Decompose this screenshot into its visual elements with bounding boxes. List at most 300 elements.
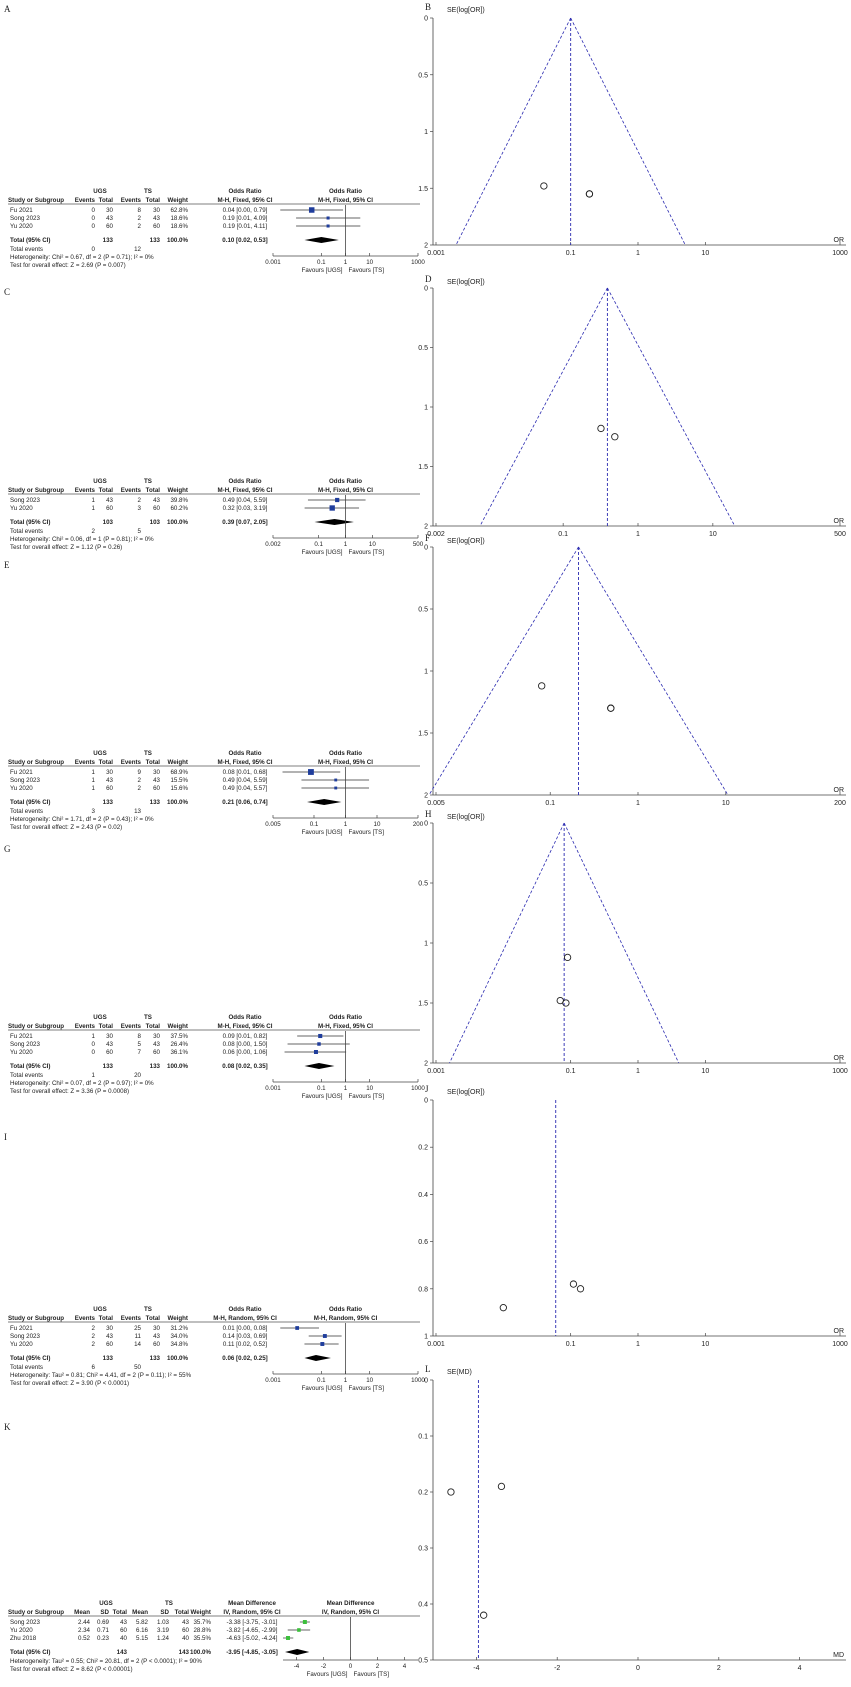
study-cell: 1.24 — [156, 1635, 169, 1642]
study-point — [480, 1612, 486, 1618]
x-tick-label: 10 — [708, 531, 717, 538]
favours-left: Favours [UGS] — [301, 829, 343, 836]
x-tick-label: 4 — [797, 1665, 802, 1672]
favours-left: Favours [UGS] — [301, 267, 343, 274]
study-cell: 37.5% — [170, 1033, 188, 1040]
y-tick-label: 1 — [424, 404, 428, 412]
study-ci: 0.49 [0.04, 5.59] — [222, 777, 268, 784]
study-cell: 30 — [153, 769, 160, 776]
x-tick-label: 1000 — [832, 1341, 848, 1348]
study-cell: 31.2% — [170, 1325, 188, 1332]
total-label: Total (95% CI) — [10, 1063, 51, 1070]
total-events-g2: 20 — [134, 1072, 141, 1079]
plot-measure-header: Odds Ratio — [328, 750, 363, 757]
x-tick-label: 0.001 — [265, 1085, 281, 1092]
study-ci: 0.32 [0.03, 3.19] — [222, 505, 268, 512]
column-header: SD — [100, 1609, 109, 1616]
study-cell: 30 — [106, 769, 113, 776]
heterogeneity-text: Heterogeneity: Chi² = 0.67, df = 2 (P = 0.71); I² = 0% — [10, 254, 154, 261]
study-point — [608, 705, 614, 711]
study-ci: -3.38 [-3.75, -3.01] — [226, 1619, 278, 1626]
y-tick-label: 1.5 — [418, 185, 428, 193]
study-cell: 60 — [153, 223, 160, 230]
panel-label: L — [425, 1364, 431, 1374]
study-cell: 15.6% — [170, 785, 188, 792]
total-cell: 100.0% — [167, 519, 188, 526]
total-diamond — [314, 519, 353, 525]
y-tick-label: 0.1 — [418, 1433, 428, 1441]
panel-label: G — [4, 844, 11, 854]
study-point — [598, 425, 604, 431]
study-cell: 40 — [182, 1635, 189, 1642]
group1-header: UGS — [93, 1306, 107, 1313]
x-tick-label: 0.1 — [317, 1377, 326, 1384]
total-cell: 133 — [102, 799, 113, 806]
study-cell: 0 — [91, 223, 95, 230]
study-cell: 1 — [91, 777, 95, 784]
measure-header: Odds Ratio — [228, 1014, 262, 1021]
column-header: Total — [98, 197, 113, 204]
study-cell: 25 — [134, 1325, 141, 1332]
study-cell: 60 — [106, 1049, 113, 1056]
favours-right: Favours [TS] — [348, 829, 384, 836]
column-header: Events — [120, 487, 141, 494]
x-tick-label: 0.1 — [558, 531, 569, 538]
study-cell: 14 — [134, 1341, 141, 1348]
total-cell: 133 — [149, 799, 160, 806]
column-header: Events — [120, 197, 141, 204]
total-events-label: Total events — [10, 808, 44, 815]
column-header: Total — [98, 1315, 113, 1322]
study-marker — [318, 1034, 322, 1038]
y-tick-label: 0 — [424, 820, 428, 828]
column-header: Total — [98, 1023, 113, 1030]
y-axis-title: SE(log[OR]) — [447, 279, 485, 286]
x-tick-label: 0.1 — [309, 821, 319, 828]
study-cell: 0 — [91, 207, 95, 214]
x-tick-label: 4 — [402, 1663, 407, 1670]
total-events-g1: 0 — [91, 246, 95, 253]
panel-label: J — [425, 1084, 429, 1094]
y-tick-label: 0 — [424, 1377, 428, 1385]
x-tick-label: 1000 — [832, 1068, 848, 1075]
favours-left: Favours [UGS] — [301, 549, 343, 556]
x-tick-label: 0.1 — [317, 259, 326, 266]
x-axis-title: MD — [833, 1652, 844, 1659]
column-header: Events — [74, 487, 95, 494]
column-header: Weight — [167, 487, 188, 494]
study-cell: 5 — [137, 1041, 141, 1048]
total-cell: 133 — [102, 1063, 113, 1070]
study-cell: 43 — [106, 777, 113, 784]
study-cell: 30 — [153, 207, 160, 214]
x-tick-label: 500 — [412, 541, 424, 548]
study-ci: 0.11 [0.02, 0.52] — [222, 1341, 268, 1348]
study-marker — [335, 498, 339, 502]
study-cell: 2 — [137, 497, 141, 504]
study-point — [539, 683, 545, 689]
measure-header: Odds Ratio — [228, 1306, 262, 1313]
study-cell: 39.8% — [170, 497, 188, 504]
study-ci: 0.14 [0.03, 0.69] — [222, 1333, 268, 1340]
x-tick-label: 0.002 — [427, 531, 445, 538]
study-cell: 35.5% — [193, 1635, 211, 1642]
group1-header: UGS — [93, 1014, 107, 1021]
study-point — [564, 954, 570, 960]
x-tick-label: 200 — [412, 821, 424, 828]
heterogeneity-text: Heterogeneity: Chi² = 1.71, df = 2 (P = 0.43); I² = 0% — [10, 816, 154, 823]
y-tick-label: 0.4 — [418, 1601, 428, 1609]
x-axis-title: OR — [833, 1328, 844, 1335]
study-point — [563, 1000, 569, 1006]
panel-label: H — [425, 809, 432, 819]
study-name: Song 2023 — [10, 215, 40, 222]
panel-label: B — [425, 2, 432, 12]
total-ci: 0.10 [0.02, 0.53] — [222, 237, 268, 244]
plot-method-header: M-H, Fixed, 95% CI — [317, 487, 374, 494]
study-marker — [295, 1326, 299, 1330]
column-header: Total — [112, 1609, 127, 1616]
group1-header: UGS — [93, 188, 107, 195]
study-name: Song 2023 — [10, 1041, 40, 1048]
x-tick-label: 10 — [368, 541, 376, 548]
study-cell: 0.69 — [96, 1619, 109, 1626]
column-header: Weight — [167, 1315, 188, 1322]
study-marker — [303, 1620, 307, 1624]
measure-header: Odds Ratio — [228, 750, 262, 757]
study-name: Yu 2020 — [10, 1627, 33, 1634]
y-axis-title: SE(log[OR]) — [447, 7, 485, 14]
group1-header: UGS — [93, 478, 107, 485]
total-ci: 0.39 [0.07, 2.05] — [222, 519, 268, 526]
study-point — [448, 1489, 454, 1495]
study-cell: 43 — [106, 1333, 113, 1340]
column-header: Events — [120, 759, 141, 766]
y-tick-label: 1 — [424, 940, 428, 948]
x-tick-label: 0.001 — [427, 1068, 445, 1075]
study-name: Song 2023 — [10, 497, 40, 504]
study-name: Yu 2020 — [10, 223, 33, 230]
column-header: Total — [145, 759, 160, 766]
study-cell: 28.8% — [193, 1627, 211, 1634]
y-tick-label: 0.5 — [418, 880, 428, 888]
study-ci: 0.06 [0.00, 1.06] — [222, 1049, 268, 1056]
group1-header: UGS — [93, 750, 107, 757]
study-name: Fu 2021 — [10, 769, 33, 776]
x-tick-label: 0.1 — [545, 800, 556, 807]
x-tick-label: 0.001 — [265, 259, 281, 266]
study-ci: -4.63 [-5.02, -4.24] — [226, 1635, 278, 1642]
total-diamond — [285, 1649, 309, 1655]
total-events-label: Total events — [10, 1072, 44, 1079]
x-tick-label: 2 — [375, 1663, 380, 1670]
x-tick-label: 0.001 — [427, 1341, 445, 1348]
method-header: IV, Random, 95% CI — [223, 1609, 281, 1616]
study-point — [570, 1281, 576, 1287]
y-tick-label: 0 — [424, 15, 428, 23]
y-tick-label: 0 — [424, 1097, 428, 1105]
funnel-limit-left — [456, 18, 571, 245]
study-cell: 5.15 — [135, 1635, 148, 1642]
study-cell: 1 — [91, 497, 95, 504]
total-events-g1: 6 — [91, 1364, 95, 1371]
column-header: Events — [120, 1023, 141, 1030]
favours-left: Favours [UGS] — [301, 1385, 343, 1392]
study-cell: 1 — [91, 769, 95, 776]
column-header-study: Study or Subgroup — [8, 1023, 65, 1030]
method-header: M-H, Fixed, 95% CI — [217, 487, 273, 494]
total-cell: 133 — [149, 1355, 160, 1362]
column-header: Events — [74, 1023, 95, 1030]
study-cell: 2 — [137, 777, 141, 784]
study-cell: 60 — [106, 1341, 113, 1348]
x-tick-label: 1 — [636, 800, 640, 807]
study-cell: 60.2% — [170, 505, 188, 512]
study-name: Song 2023 — [10, 1333, 40, 1340]
study-cell: 2.34 — [77, 1627, 90, 1634]
x-tick-label: -2 — [320, 1663, 327, 1670]
study-marker — [327, 224, 330, 227]
y-tick-label: 0.3 — [418, 1545, 428, 1553]
total-events-g2: 12 — [134, 246, 141, 253]
x-axis-title: OR — [833, 518, 844, 525]
study-cell: 3.19 — [156, 1627, 169, 1634]
study-cell: 43 — [106, 1041, 113, 1048]
column-header: Weight — [167, 197, 188, 204]
column-header: Weight — [167, 1023, 188, 1030]
x-tick-label: 1 — [343, 541, 348, 548]
study-ci: 0.49 [0.04, 5.57] — [222, 785, 268, 792]
y-tick-label: 1 — [424, 1333, 428, 1341]
column-header: Weight — [190, 1609, 211, 1616]
group2-header: TS — [144, 478, 152, 485]
y-tick-label: 2 — [424, 523, 428, 531]
y-tick-label: 0.2 — [418, 1144, 428, 1152]
heterogeneity-text: Heterogeneity: Chi² = 0.07, df = 2 (P = 0.97); I² = 0% — [10, 1080, 154, 1087]
study-cell: 11 — [134, 1333, 141, 1340]
study-cell: 43 — [153, 1041, 160, 1048]
study-ci: 0.04 [0.00, 0.79] — [222, 207, 268, 214]
plot-method-header: M-H, Fixed, 95% CI — [317, 197, 374, 204]
total-diamond — [304, 1063, 334, 1069]
total-events-g1: 1 — [91, 1072, 95, 1079]
study-cell: 40 — [120, 1635, 127, 1642]
y-axis-title: SE(log[OR]) — [447, 814, 485, 821]
total-cell: 103 — [102, 519, 113, 526]
x-tick-label: 1000 — [411, 259, 425, 266]
y-tick-label: 0 — [424, 544, 428, 552]
y-tick-label: 1.5 — [418, 464, 428, 471]
heterogeneity-text: Heterogeneity: Tau² = 0.81; Chi² = 4.41, df = 2 (P = 0.11); I² = 55% — [10, 1372, 192, 1379]
x-tick-label: 10 — [373, 821, 381, 828]
column-header: Events — [74, 197, 95, 204]
study-cell: 43 — [106, 215, 113, 222]
measure-header: Odds Ratio — [228, 188, 262, 195]
study-cell: 1 — [91, 505, 95, 512]
plot-measure-header: Odds Ratio — [328, 478, 363, 485]
favours-right: Favours [TS] — [348, 549, 384, 556]
study-cell: 18.6% — [170, 215, 188, 222]
study-ci: 0.01 [0.00, 0.08] — [222, 1325, 268, 1332]
x-tick-label: 0.1 — [317, 1085, 326, 1092]
y-tick-label: 0.6 — [418, 1239, 428, 1247]
study-ci: 0.09 [0.01, 0.82] — [222, 1033, 268, 1040]
study-cell: 8 — [137, 207, 141, 214]
y-tick-label: 1.5 — [418, 1000, 428, 1008]
study-cell: 34.8% — [170, 1341, 188, 1348]
x-tick-label: 0.005 — [265, 821, 281, 828]
study-cell: 0 — [91, 1041, 95, 1048]
favours-right: Favours [TS] — [348, 267, 384, 274]
x-tick-label: 1 — [636, 1341, 640, 1348]
study-cell: 15.5% — [170, 777, 188, 784]
measure-header: Odds Ratio — [228, 478, 262, 485]
total-events-g2: 5 — [137, 528, 141, 535]
study-cell: 0 — [91, 215, 95, 222]
study-cell: 30 — [106, 1033, 113, 1040]
study-name: Yu 2020 — [10, 1049, 33, 1056]
funnel-limit-right — [607, 288, 734, 526]
column-header: Total — [98, 487, 113, 494]
y-tick-label: 0.5 — [418, 72, 428, 80]
x-tick-label: -4 — [473, 1665, 480, 1672]
study-marker — [286, 1636, 290, 1640]
study-ci: 0.49 [0.04, 5.59] — [222, 497, 268, 504]
study-cell: 60 — [153, 1341, 160, 1348]
study-marker — [323, 1334, 327, 1338]
x-tick-label: 0 — [636, 1665, 640, 1672]
study-ci: 0.08 [0.01, 0.68] — [222, 769, 268, 776]
study-name: Song 2023 — [10, 1619, 40, 1626]
x-tick-label: 0.001 — [265, 1377, 281, 1384]
study-point — [577, 1286, 583, 1292]
column-header-study: Study or Subgroup — [8, 487, 65, 494]
column-header-study: Study or Subgroup — [8, 197, 65, 204]
study-marker — [317, 1042, 320, 1045]
y-tick-label: 2 — [424, 1060, 428, 1068]
study-cell: 1.03 — [156, 1619, 169, 1626]
total-cell: 100.0% — [167, 799, 188, 806]
overall-effect-text: Test for overall effect: Z = 3.36 (P = 0.0008) — [10, 1088, 130, 1095]
x-tick-label: 1 — [636, 1068, 640, 1075]
x-tick-label: 10 — [701, 1068, 710, 1075]
study-name: Fu 2021 — [10, 1033, 33, 1040]
y-tick-label: 0.4 — [418, 1191, 428, 1199]
study-cell: 60 — [153, 1049, 160, 1056]
study-cell: 36.1% — [170, 1049, 188, 1056]
funnel-limit-left — [480, 288, 607, 526]
study-ci: -3.82 [-4.65, -2.99] — [226, 1627, 278, 1634]
study-point — [541, 183, 547, 189]
overall-effect-text: Test for overall effect: Z = 2.69 (P = 0.007) — [10, 262, 126, 269]
y-tick-label: 1 — [424, 668, 428, 676]
column-header: Weight — [167, 759, 188, 766]
total-label: Total (95% CI) — [10, 1649, 51, 1656]
study-cell: 60 — [182, 1627, 189, 1634]
x-tick-label: 1 — [636, 531, 640, 538]
x-tick-label: 1 — [343, 259, 348, 266]
study-cell: 43 — [153, 1333, 160, 1340]
y-axis-title: SE(log[OR]) — [447, 1089, 485, 1096]
x-axis-title: OR — [833, 1055, 844, 1062]
total-events-label: Total events — [10, 1364, 44, 1371]
overall-effect-text: Test for overall effect: Z = 1.12 (P = 0.26) — [10, 544, 123, 551]
x-tick-label: 0.005 — [427, 800, 445, 807]
y-tick-label: 0.5 — [418, 345, 428, 352]
x-tick-label: 1 — [343, 821, 348, 828]
total-events-g2: 50 — [134, 1364, 141, 1371]
overall-effect-text: Test for overall effect: Z = 3.90 (P < 0.0001) — [10, 1380, 130, 1387]
study-marker — [334, 779, 337, 782]
total-cell: 133 — [102, 1355, 113, 1362]
total-events-label: Total events — [10, 528, 44, 535]
favours-right: Favours [TS] — [348, 1385, 384, 1392]
total-label: Total (95% CI) — [10, 519, 51, 526]
column-header: Events — [120, 1315, 141, 1322]
study-cell: 60 — [106, 505, 113, 512]
study-cell: 2.44 — [77, 1619, 90, 1626]
measure-header: Mean Difference — [228, 1600, 276, 1607]
study-cell: 68.9% — [170, 769, 188, 776]
x-tick-label: 0.1 — [565, 1341, 576, 1348]
study-cell: 0.52 — [77, 1635, 90, 1642]
x-tick-label: 1 — [343, 1377, 348, 1384]
panel-label: K — [4, 1422, 11, 1432]
group2-header: TS — [144, 1306, 152, 1313]
x-tick-label: 2 — [716, 1665, 721, 1672]
total-diamond — [304, 237, 338, 243]
plot-measure-header: Odds Ratio — [328, 1306, 363, 1313]
total-diamond — [307, 799, 341, 805]
study-ci: 0.08 [0.00, 1.50] — [222, 1041, 268, 1048]
study-cell: 43 — [106, 497, 113, 504]
total-cell: 100.0% — [167, 1063, 188, 1070]
x-tick-label: 1 — [343, 1085, 348, 1092]
x-tick-label: 10 — [366, 1377, 374, 1384]
total-ci: 0.21 [0.06, 0.74] — [222, 799, 268, 806]
overall-effect-text: Test for overall effect: Z = 2.43 (P = 0.02) — [10, 824, 123, 831]
study-cell: 26.4% — [170, 1041, 188, 1048]
study-cell: 43 — [120, 1619, 127, 1626]
x-tick-label: 10 — [701, 250, 710, 257]
panel-label: A — [4, 4, 11, 14]
study-cell: 34.0% — [170, 1333, 188, 1340]
study-marker — [314, 1050, 318, 1054]
y-tick-label: 2 — [424, 242, 428, 250]
y-tick-label: 1.5 — [418, 730, 428, 738]
funnel-limit-right — [578, 547, 727, 795]
y-tick-label: 2 — [424, 792, 428, 800]
study-cell: 43 — [153, 497, 160, 504]
method-header: M-H, Random, 95% CI — [213, 1315, 277, 1322]
column-header: Events — [74, 1315, 95, 1322]
plot-method-header: M-H, Fixed, 95% CI — [317, 1023, 374, 1030]
study-cell: 1 — [91, 1033, 95, 1040]
plot-measure-header: Odds Ratio — [328, 1014, 363, 1021]
column-header-study: Study or Subgroup — [8, 1315, 65, 1322]
total-cell: 133 — [149, 1063, 160, 1070]
study-cell: 2 — [91, 1325, 95, 1332]
x-tick-label: 1 — [636, 250, 640, 257]
study-cell: 0 — [91, 1049, 95, 1056]
favours-left: Favours [UGS] — [301, 1093, 343, 1100]
x-tick-label: 200 — [834, 800, 846, 807]
x-tick-label: 10 — [366, 1085, 374, 1092]
total-label: Total (95% CI) — [10, 799, 51, 806]
funnel-limit-left — [450, 823, 565, 1063]
study-marker — [320, 1342, 324, 1346]
plot-method-header: IV, Random, 95% CI — [321, 1609, 380, 1616]
